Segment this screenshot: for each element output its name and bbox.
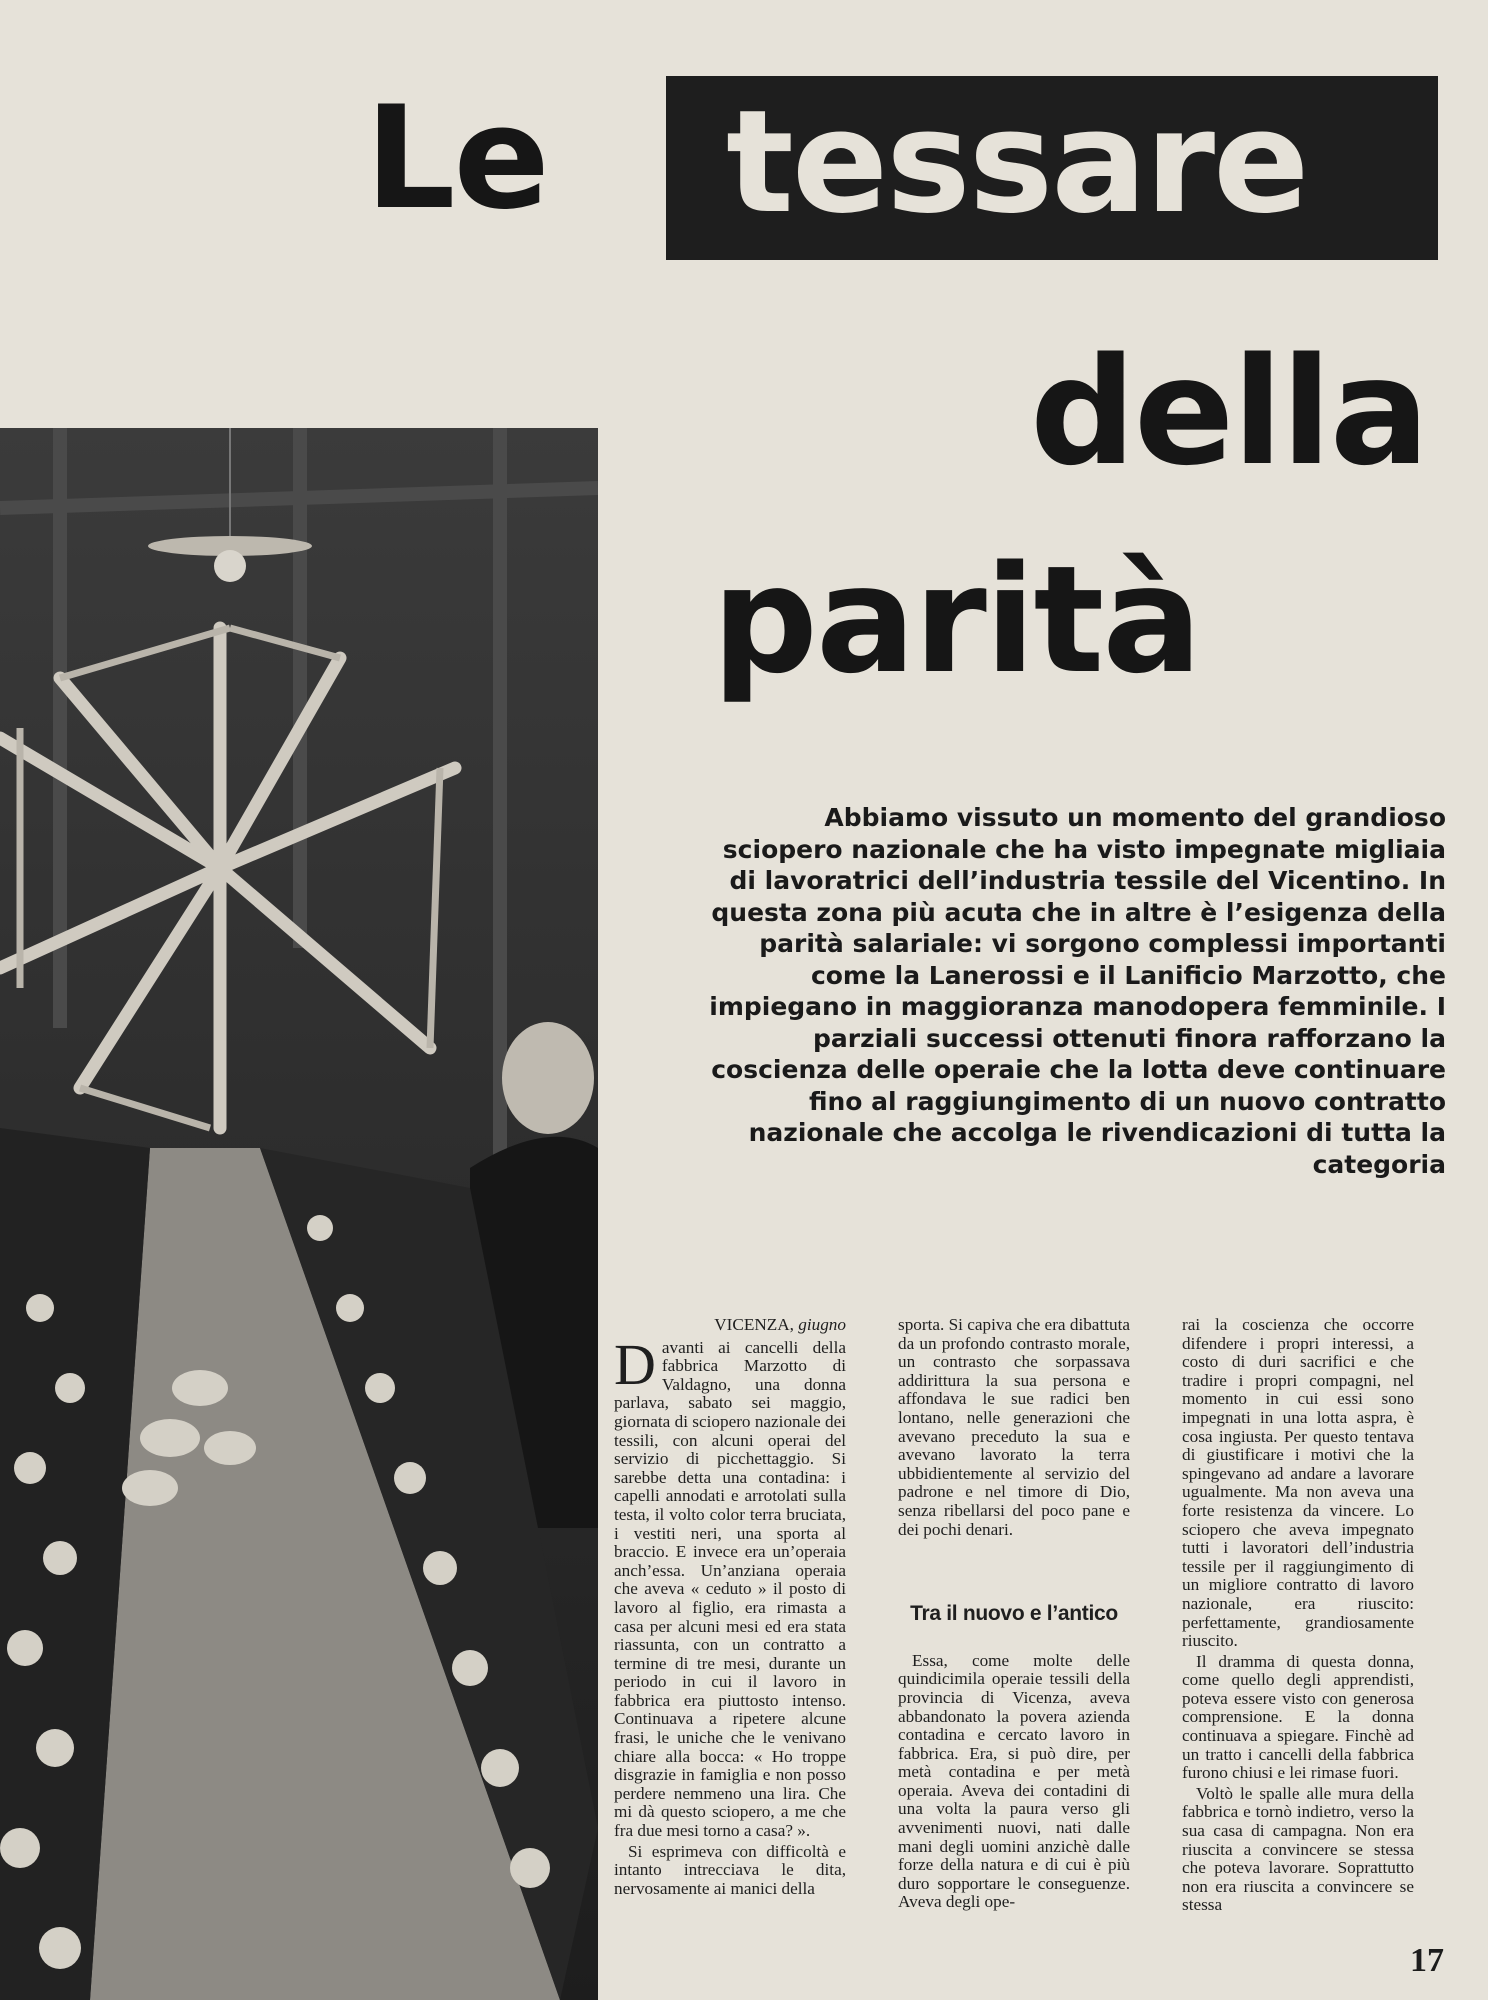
article-paragraph: Si esprimeva con difficoltà e intanto intrecciava le dita, nervosamente ai manici della — [614, 1841, 846, 1898]
article-paragraph: Il dramma di questa donna, come quello degli apprendisti, poteva essere visto con generosa comprensione. E la donna continuava a spiegare. Finchè ad un tratto i cancelli della fabbrica furono chiusi e lei rimase fuori. — [1182, 1651, 1414, 1783]
headline-word-della: della — [1030, 326, 1428, 498]
dateline-place: VICENZA, — [714, 1315, 794, 1334]
article-paragraph — [614, 1331, 846, 1841]
section-subheading: Tra il nuovo e l’antico — [910, 1602, 1118, 1626]
article-column-1 — [614, 1316, 846, 1900]
article-paragraph: Voltò le spalle alle mura della fabbrica e tornò indietro, verso la sua casa di campagna. Non era riuscita a convincere se stessa che poteva lavorare. Soprattutto non era riuscita a convincere se stessa — [1182, 1783, 1414, 1915]
article-paragraph: sporta. Si capiva che era dibattuta da un profondo contrasto morale, un contrasto che sorpassava addirittura la sua persona e affondava le sue radici ben lontano, nelle generazioni che avevano preceduto la sua e avevano lavorato la terra ubbidientemente al servizio del padrone e nel timore di Dio, senza ribellarsi del poco pane e dei pochi denari. — [898, 1315, 1130, 1539]
article-paragraph: rai la coscienza che occorre difendere i propri interessi, a costo di duri sacrifici e che tradire i propri compagni, nel momento in cui essi sono impegnati in una lotta aspra, è cosa ingiusta. Per questo tentava di giustificare i motivi che la spingevano ad andare a lavorare ugualmente. Ma non aveva una forte resistenza da vincere. Lo sciopero che aveva impegnato tutti i lavoratori dell’industria tessile per il raggiungimento di un migliore contratto di lavoro nazionale, era riuscito: perfettamente, grandiosamente riuscito. — [1182, 1315, 1414, 1651]
dateline-when: giugno — [798, 1315, 846, 1334]
headline-word-le: Le — [365, 76, 548, 241]
headline-word-tessare: tessare — [726, 80, 1308, 245]
textile-machine-photo — [0, 428, 598, 2000]
article-column-2 — [898, 1316, 1130, 1914]
article-paragraph-text: avanti ai cancelli della fabbrica Marzotto di Valdagno, una donna parlava, sabato sei maggio, giornata di sciopero nazionale dei tessili, con alcuni operai del servizio di picchettaggio. Si sarebbe detta una contadina: i capelli annodati e arrotolati sulla testa, il volto color terra bruciata, i vestiti neri, una sporta al braccio. E invece era un’operaia anch’essa. Un’anziana operaia che aveva « ceduto » il posto di lavoro al figlio, era rimasta a casa per alcuni mesi ed era stata riassunta, con un contratto a termine di tre mesi, durante un periodo in cui il lavoro in fabbrica era piuttosto intenso. Continuava a ripetere alcune frasi, le uniche che le venivano chiare alla bocca: « Ho troppe disgrazie in famiglia e non posso perdere nemmeno una lira. Che mi dà questo sciopero, a me che fra due mesi torno a casa? ». — [614, 1337, 846, 1841]
lead-paragraph: Abbiamo vissuto un momento del grandioso sciopero nazionale che ha visto impegnate migliaia di lavoratrici dell’industria tessile del Vicentino. In questa zona più acuta che in altre è l’esigenza della parità salariale: vi sorgono complessi importanti come la Lanerossi e il Lanificio Marzotto, che impiegano in maggioranza manodopera femminile. I parziali successi ottenuti finora rafforzano la coscienza delle operaie che la lotta deve continuare fino al raggiungimento di un nuovo contratto nazionale che accolga le rivendicazioni di tutta la categoria — [709, 803, 1446, 1179]
drop-cap: D — [614, 1331, 656, 1397]
page-number: 17 — [1410, 1942, 1444, 1979]
article-column-3 — [1182, 1316, 1414, 1917]
headline-word-parita: parità — [712, 534, 1201, 706]
article-paragraph: Essa, come molte delle quindicimila operaie tessili della provincia di Vicenza, aveva abbandonato la povera azienda contadina e cercato lavoro in fabbrica. Era, si può dire, per metà contadina e per metà operaia. Aveva dei contadini di una volta la paura verso gli avvenimenti nuovi, nati dalle mani degli uomini anzichè dalle forze della natura e di cui è più duro sopportare le conseguenze. Aveva degli ope- — [898, 1650, 1130, 1912]
